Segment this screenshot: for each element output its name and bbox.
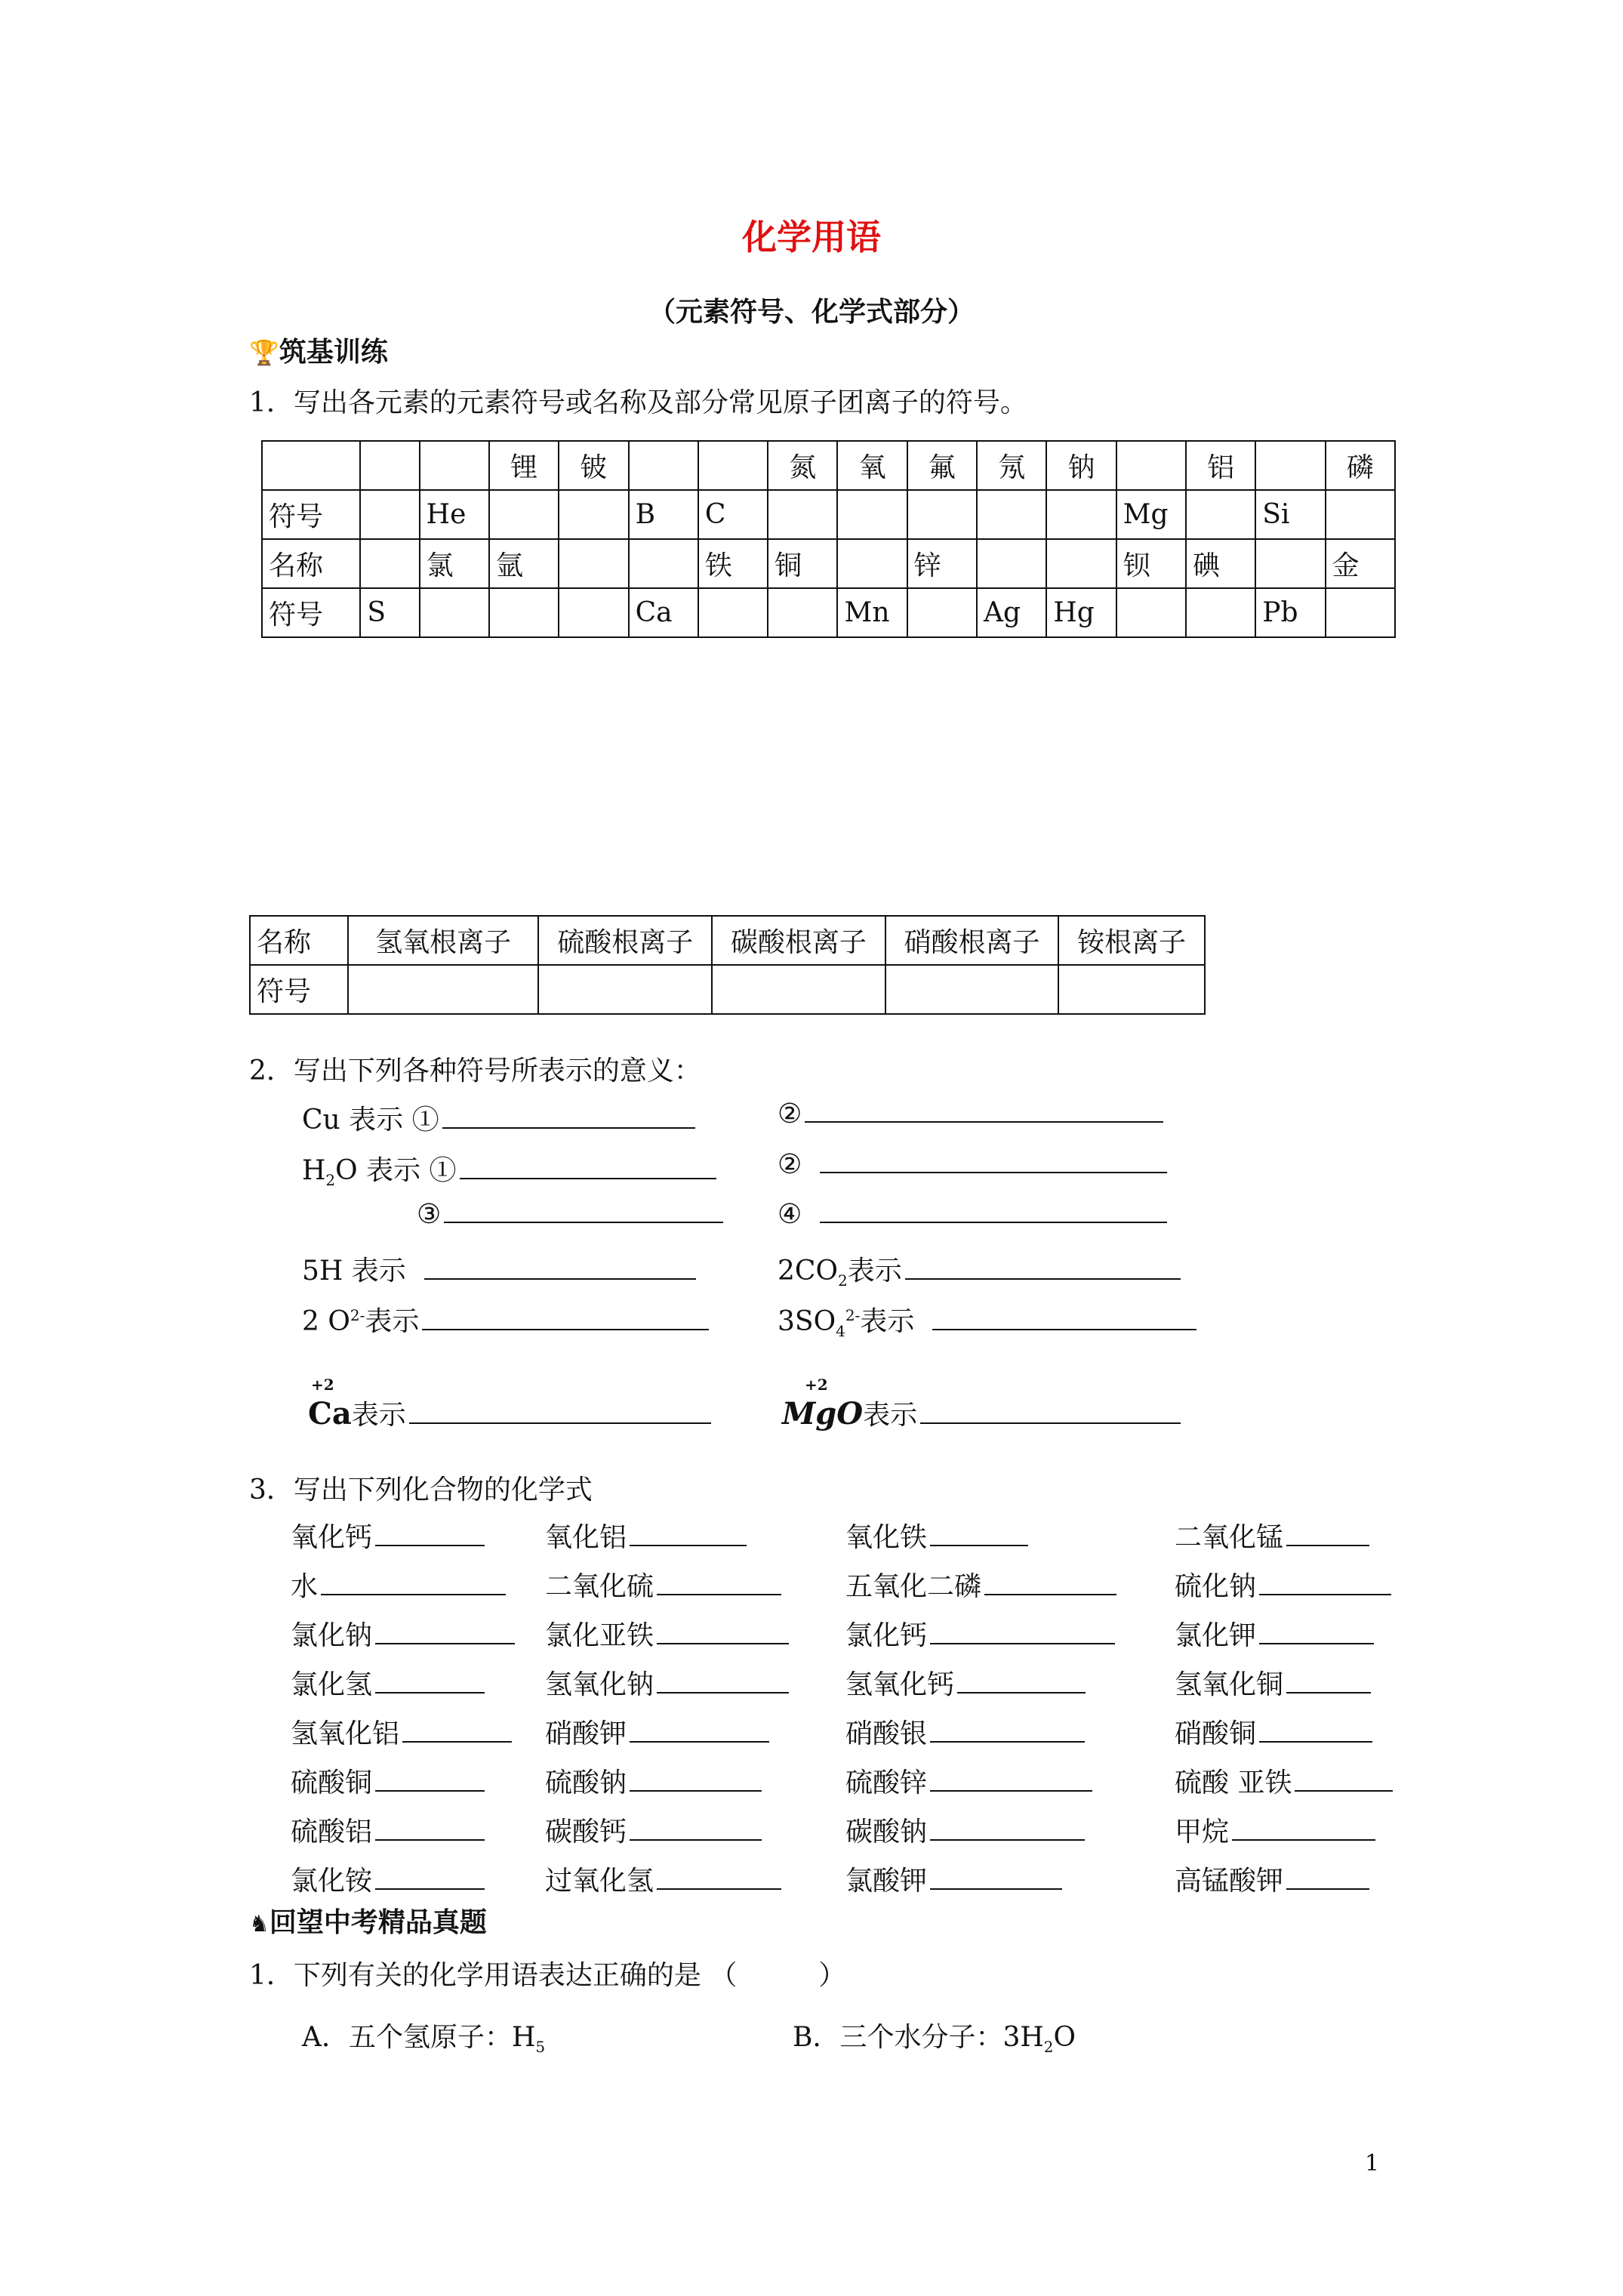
element-table-cell[interactable] <box>698 588 768 637</box>
page-title: 化学用语 <box>742 217 881 257</box>
element-table-cell[interactable] <box>837 490 907 539</box>
element-table-cell[interactable] <box>360 441 419 490</box>
element-table-cell[interactable] <box>559 490 628 539</box>
compound-item <box>845 1663 1086 1702</box>
element-table-cell: Si <box>1255 490 1325 539</box>
compound-name: 氢氧化铝 <box>291 1718 400 1749</box>
element-table-cell: 磷 <box>1326 441 1395 490</box>
element-table-cell[interactable] <box>629 539 698 588</box>
ion-symbol-cell[interactable] <box>885 965 1059 1014</box>
element-table-cell[interactable] <box>559 539 628 588</box>
element-table-cell[interactable] <box>1255 539 1325 588</box>
q2-h2o-label-3: ③ <box>417 1199 442 1230</box>
answer-blank[interactable] <box>630 1718 769 1743</box>
mc1-option-b-text: B．三个水分子：3H <box>793 2022 1044 2053</box>
mgo-valence: +2 <box>805 1376 828 1394</box>
element-table-cell: He <box>420 490 489 539</box>
element-table-row-label <box>262 441 360 490</box>
element-table-cell: 氮 <box>768 441 837 490</box>
ion-name-label: 名称 <box>250 916 348 965</box>
element-table-cell: 钠 <box>1046 441 1116 490</box>
compound-name: 水 <box>291 1571 319 1602</box>
answer-blank[interactable] <box>905 1256 1181 1280</box>
compound-name: 氧化铁 <box>845 1522 928 1553</box>
compound-item <box>1175 1614 1374 1653</box>
element-table-cell[interactable] <box>1186 490 1255 539</box>
answer-blank[interactable] <box>402 1718 512 1743</box>
q2-h2o-label-b: O 表示 ① <box>335 1155 457 1186</box>
element-table-cell[interactable] <box>1186 588 1255 637</box>
compound-item <box>845 1614 1115 1653</box>
element-table-cell: 碘 <box>1186 539 1255 588</box>
question-1: 1．写出各元素的元素符号或名称及部分常见原子团离子的符号。 <box>249 387 1027 418</box>
answer-blank[interactable] <box>930 1866 1062 1890</box>
compound-item <box>545 1565 781 1604</box>
compound-name: 氯化钾 <box>1175 1620 1257 1651</box>
element-table-cell[interactable] <box>1046 539 1116 588</box>
answer-blank[interactable] <box>1286 1669 1371 1693</box>
page-subtitle: （元素符号、化学式部分） <box>648 297 975 328</box>
answer-blank[interactable] <box>805 1099 1163 1123</box>
mc1-option-b-end: O <box>1053 2022 1076 2053</box>
compound-name: 硫酸 亚铁 <box>1175 1767 1292 1798</box>
compound-item <box>545 1860 781 1898</box>
question-3: 3．写出下列化合物的化学式 <box>249 1475 593 1505</box>
q2-cu-label: Cu 表示 ① <box>302 1105 439 1136</box>
compound-item <box>291 1614 515 1653</box>
element-table-cell: 氩 <box>489 539 559 588</box>
answer-blank[interactable] <box>375 1767 485 1792</box>
answer-blank[interactable] <box>657 1620 789 1644</box>
answer-blank[interactable] <box>657 1571 781 1595</box>
answer-blank[interactable] <box>820 1149 1167 1173</box>
element-table-cell[interactable] <box>629 441 698 490</box>
element-table-row-label: 名称 <box>262 539 360 588</box>
q2-o2-line <box>302 1300 709 1339</box>
element-table-cell[interactable] <box>837 539 907 588</box>
compound-name: 氯化亚铁 <box>545 1620 654 1651</box>
element-table-cell[interactable] <box>907 588 977 637</box>
element-table-row <box>262 441 1395 490</box>
q2-h2o-line-3 <box>417 1199 723 1230</box>
element-table-cell[interactable] <box>420 441 489 490</box>
q2-ca-line <box>308 1394 711 1432</box>
q2-o2-sup: 2- <box>350 1306 365 1324</box>
compound-name: 氢氧化铜 <box>1175 1669 1284 1700</box>
answer-blank[interactable] <box>375 1522 485 1546</box>
compound-name: 氢氧化钠 <box>545 1669 654 1700</box>
answer-blank[interactable] <box>1259 1718 1372 1743</box>
answer-blank[interactable] <box>424 1256 696 1280</box>
compound-name: 高锰酸钾 <box>1175 1866 1284 1897</box>
horse-icon: ♞ <box>249 1911 269 1937</box>
mc1-option-b-sub: 2 <box>1043 2038 1054 2057</box>
element-table-cell: 氟 <box>907 441 977 490</box>
answer-blank[interactable] <box>957 1669 1086 1693</box>
ion-name: 铵根离子 <box>1058 916 1205 965</box>
compound-name: 五氧化二磷 <box>845 1571 982 1602</box>
mc-question-1: 1．下列有关的化学用语表达正确的是 （ ） <box>249 1960 846 1991</box>
element-table-cell: Hg <box>1046 588 1116 637</box>
answer-blank[interactable] <box>442 1105 695 1129</box>
compound-name: 二氧化硫 <box>545 1571 654 1602</box>
answer-blank[interactable] <box>932 1306 1196 1330</box>
compound-name: 氯化钙 <box>845 1620 928 1651</box>
compound-item <box>1175 1565 1391 1604</box>
section-exam-label: 回望中考精品真题 <box>269 1907 487 1938</box>
element-table-cell: C <box>698 490 768 539</box>
compound-name: 碳酸钠 <box>845 1817 928 1848</box>
page-number: 1 <box>1365 2150 1380 2177</box>
q2-mgo-label: 表示 <box>863 1400 918 1431</box>
compound-item <box>545 1663 789 1702</box>
answer-blank[interactable] <box>1295 1767 1393 1792</box>
answer-blank[interactable] <box>375 1620 515 1644</box>
compound-name: 硝酸银 <box>845 1718 928 1749</box>
element-table-cell: 氖 <box>977 441 1046 490</box>
q2-h2o-label-4: ④ <box>778 1199 802 1230</box>
answer-blank[interactable] <box>820 1199 1167 1223</box>
ion-name: 硫酸根离子 <box>538 916 712 965</box>
element-table-cell[interactable] <box>559 588 628 637</box>
compound-item <box>291 1761 485 1800</box>
q2-ca-label: 表示 <box>351 1400 406 1431</box>
q2-h2o-sub: 2 <box>325 1171 336 1190</box>
element-table-cell[interactable] <box>768 490 837 539</box>
answer-blank[interactable] <box>1286 1522 1369 1546</box>
compound-item <box>545 1614 789 1653</box>
q2-h2o-line-4 <box>778 1199 1167 1230</box>
ion-name: 硝酸根离子 <box>885 916 1059 965</box>
answer-blank[interactable] <box>1232 1817 1375 1841</box>
mc1-option-a-sub: 5 <box>535 2038 546 2057</box>
element-table-cell[interactable] <box>1116 588 1186 637</box>
q2-co2-label-a: 2CO <box>778 1256 838 1287</box>
compound-item <box>1175 1811 1375 1849</box>
ion-name: 碳酸根离子 <box>712 916 885 965</box>
element-table-cell: 铝 <box>1186 441 1255 490</box>
compound-item <box>1175 1761 1393 1800</box>
answer-blank[interactable] <box>930 1620 1115 1644</box>
compound-item <box>845 1565 1116 1604</box>
element-table-cell[interactable] <box>907 490 977 539</box>
element-table-row <box>262 539 1395 588</box>
answer-blank[interactable] <box>930 1767 1092 1792</box>
compound-name: 甲烷 <box>1175 1817 1230 1848</box>
ion-table-symbol-row <box>250 965 1205 1014</box>
answer-blank[interactable] <box>930 1718 1085 1743</box>
ca-symbol: Ca <box>308 1396 352 1432</box>
answer-blank[interactable] <box>930 1817 1085 1841</box>
answer-blank[interactable] <box>409 1400 711 1424</box>
element-table-cell: S <box>360 588 419 637</box>
answer-blank[interactable] <box>375 1866 485 1890</box>
compound-item <box>845 1811 1085 1849</box>
q2-h2o-label-a: H <box>302 1155 326 1186</box>
q2-cu-label-2: ② <box>778 1099 802 1130</box>
mc1-option-b <box>793 2016 1076 2056</box>
compound-item <box>845 1761 1092 1800</box>
answer-blank[interactable] <box>1286 1866 1369 1890</box>
q2-5h-line <box>302 1250 696 1288</box>
answer-blank[interactable] <box>630 1767 762 1792</box>
element-table-cell: Ca <box>629 588 698 637</box>
element-table-row-label: 符号 <box>262 490 360 539</box>
compound-item <box>845 1516 1028 1555</box>
compound-item <box>291 1860 485 1898</box>
compound-name: 过氧化氢 <box>545 1866 654 1897</box>
q2-o2-label-b: 表示 <box>365 1306 420 1337</box>
mc1-option-a <box>302 2016 545 2056</box>
element-table-cell: Mg <box>1116 490 1186 539</box>
q2-so4-line <box>778 1300 1196 1340</box>
ca-valence: +2 <box>311 1376 334 1394</box>
compound-name: 氧化钙 <box>291 1522 373 1553</box>
compound-item <box>1175 1516 1369 1555</box>
element-table-row <box>262 588 1395 637</box>
ion-symbol-cell[interactable] <box>538 965 712 1014</box>
section-exam <box>249 1901 487 1940</box>
answer-blank[interactable] <box>657 1669 789 1693</box>
element-table-cell: Mn <box>837 588 907 637</box>
element-table-cell: 氯 <box>420 539 489 588</box>
element-table-cell: 铜 <box>768 539 837 588</box>
q2-so4-sub: 4 <box>836 1322 845 1341</box>
answer-blank[interactable] <box>1259 1571 1391 1595</box>
ion-symbol-label: 符号 <box>250 965 348 1014</box>
section-foundation-label: 筑基训练 <box>279 337 388 368</box>
element-table-row <box>262 490 1395 539</box>
ion-symbol-cell[interactable] <box>1058 965 1205 1014</box>
element-table-cell[interactable] <box>489 490 559 539</box>
compound-item <box>291 1811 485 1849</box>
q2-so4-label-b: 表示 <box>860 1306 915 1337</box>
compound-item <box>845 1712 1085 1751</box>
answer-blank[interactable] <box>930 1522 1028 1546</box>
compound-name: 氯化钠 <box>291 1620 373 1651</box>
q2-cu-line <box>302 1099 695 1137</box>
element-table-cell: 钡 <box>1116 539 1186 588</box>
answer-blank[interactable] <box>375 1669 485 1693</box>
element-table-cell[interactable] <box>977 539 1046 588</box>
compound-name: 硝酸钾 <box>545 1718 627 1749</box>
compound-name: 碳酸钙 <box>545 1817 627 1848</box>
element-table-cell: Ag <box>977 588 1046 637</box>
compound-name: 氯化氢 <box>291 1669 373 1700</box>
element-table-cell: 锌 <box>907 539 977 588</box>
compound-name: 氯酸钾 <box>845 1866 928 1897</box>
compound-item <box>1175 1663 1371 1702</box>
q2-cu-line-2 <box>778 1099 1163 1130</box>
q2-o2-label-a: 2 O <box>302 1306 350 1337</box>
q2-mgo-line <box>782 1394 1181 1432</box>
answer-blank[interactable] <box>422 1306 709 1330</box>
compound-name: 硫酸锌 <box>845 1767 928 1798</box>
q2-so4-sup: 2- <box>845 1306 861 1324</box>
compound-name: 二氧化锰 <box>1175 1522 1284 1553</box>
answer-blank[interactable] <box>321 1571 506 1595</box>
element-table-cell[interactable] <box>698 441 768 490</box>
element-table-cell[interactable] <box>1116 441 1186 490</box>
element-table-cell[interactable] <box>1046 490 1116 539</box>
element-table-cell[interactable] <box>1326 588 1395 637</box>
q2-co2-line <box>778 1250 1181 1290</box>
compound-item <box>291 1663 485 1702</box>
compound-name: 氢氧化钙 <box>845 1669 955 1700</box>
element-table-row-label: 符号 <box>262 588 360 637</box>
answer-blank[interactable] <box>630 1817 762 1841</box>
compound-name: 氯化铵 <box>291 1866 373 1897</box>
element-table-cell[interactable] <box>1255 441 1325 490</box>
compound-item <box>291 1516 485 1555</box>
mc1-option-a-text: A．五个氢原子：H <box>302 2022 536 2053</box>
q2-h2o-line <box>302 1149 716 1189</box>
element-table-cell: 铍 <box>559 441 628 490</box>
trophy-icon: 🏆 <box>249 338 279 367</box>
ion-name: 氢氧根离子 <box>348 916 539 965</box>
compound-item <box>1175 1712 1372 1751</box>
compound-item <box>545 1811 762 1849</box>
compound-item <box>291 1712 512 1751</box>
element-table-cell: Pb <box>1255 588 1325 637</box>
compound-item <box>545 1761 762 1800</box>
element-table-cell: 氧 <box>837 441 907 490</box>
compound-item <box>291 1565 506 1604</box>
compound-item <box>1175 1860 1369 1898</box>
compound-name: 硫酸铝 <box>291 1817 373 1848</box>
element-table-cell: 金 <box>1326 539 1395 588</box>
answer-blank[interactable] <box>657 1866 781 1890</box>
ion-table-name-row <box>250 916 1205 965</box>
compound-name: 硫酸铜 <box>291 1767 373 1798</box>
element-table-cell[interactable] <box>768 588 837 637</box>
compound-name: 氧化铝 <box>545 1522 627 1553</box>
element-table-cell: B <box>629 490 698 539</box>
element-table-cell: 铁 <box>698 539 768 588</box>
mgo-symbol: MgO <box>782 1396 864 1432</box>
element-table-cell[interactable] <box>1326 490 1395 539</box>
compound-name: 硝酸铜 <box>1175 1718 1257 1749</box>
answer-blank[interactable] <box>1259 1620 1374 1644</box>
q2-h2o-line-2 <box>778 1149 1167 1180</box>
compound-item <box>545 1712 769 1751</box>
ion-symbol-cell[interactable] <box>712 965 885 1014</box>
compound-name: 硫酸钠 <box>545 1767 627 1798</box>
q2-so4-label-a: 3SO <box>778 1306 836 1337</box>
answer-blank[interactable] <box>444 1199 723 1223</box>
element-table-cell: 锂 <box>489 441 559 490</box>
compound-name: 硫化钠 <box>1175 1571 1257 1602</box>
ion-symbol-cell[interactable] <box>348 965 539 1014</box>
element-table-cell[interactable] <box>977 490 1046 539</box>
element-table-cell[interactable] <box>489 588 559 637</box>
q2-co2-label-b: 表示 <box>847 1256 902 1287</box>
answer-blank[interactable] <box>984 1571 1116 1595</box>
element-table-cell[interactable] <box>420 588 489 637</box>
element-table-cell[interactable] <box>360 539 419 588</box>
ion-table <box>249 915 1206 1015</box>
answer-blank[interactable] <box>630 1522 747 1546</box>
answer-blank[interactable] <box>375 1817 485 1841</box>
q2-co2-sub: 2 <box>837 1271 848 1290</box>
answer-blank[interactable] <box>920 1400 1181 1424</box>
answer-blank[interactable] <box>460 1155 716 1179</box>
compound-item <box>845 1860 1062 1898</box>
section-foundation <box>249 331 388 369</box>
q2-5h-label: 5H 表示 <box>302 1256 406 1287</box>
element-table <box>261 440 1396 638</box>
question-2: 2．写出下列各种符号所表示的意义： <box>249 1056 701 1086</box>
compound-item <box>545 1516 747 1555</box>
q2-h2o-label-2: ② <box>778 1149 802 1180</box>
element-table-cell[interactable] <box>360 490 419 539</box>
